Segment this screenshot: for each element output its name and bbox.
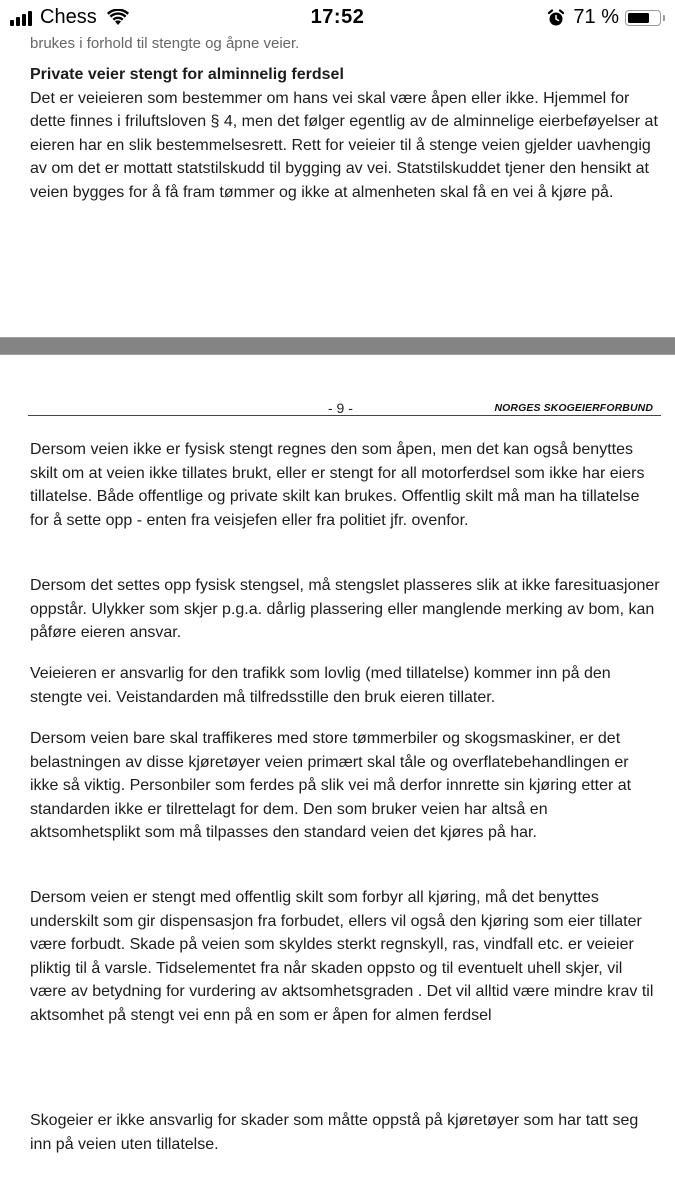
battery-tip bbox=[663, 15, 665, 21]
paragraph: Veieieren er ansvarlig for den trafikk som lovlig (med tillatelse) kommer inn på den stengte vei. Veistandarden må tilfredsstille den bruk eieren tillater. bbox=[30, 665, 611, 706]
status-bar bbox=[0, 0, 675, 34]
paragraph: Skogeier er ikke ansvarlig for skader som måtte oppstå på kjøretøyer som har tatt seg inn på veien uten tillatelse. bbox=[30, 1112, 639, 1153]
carrier-name: Chess bbox=[40, 6, 97, 28]
battery-icon bbox=[625, 10, 661, 26]
paragraph: Det er veieieren som bestemmer om hans vei skal være åpen eller ikke. Hjemmel for dette finnes i friluftsloven § 4, men det følger egentlig av de alminnelige eierbeføyelser at eieren har en slik bestemmelsesrett. Rett for veieier til å stenge veien gjelder uavhengig av om det er mottatt statstilskudd til bygging av vei. Statstilskuddet tjener den hensikt at veien bygges for å få fram tømmer og ikke at almenheten skal få en vei å kjøre på. bbox=[30, 89, 658, 201]
page-8-section bbox=[30, 63, 660, 204]
status-right bbox=[547, 6, 665, 29]
paragraph: Dersom det settes opp fysisk stengsel, må stengslet plasseres slik at ikke faresituasjoner oppstår. Ulykker som skjer p.g.a. dårlig plassering eller manglende merking av bom, kan påføre eieren ansvar. bbox=[30, 577, 660, 641]
paragraph-2 bbox=[30, 574, 660, 645]
section-heading: Private veier stengt for alminnelig ferdsel bbox=[30, 66, 344, 83]
battery-percentage: 71 % bbox=[573, 6, 619, 28]
paragraph: Dersom veien er stengt med offentlig skilt som forbyr all kjøring, må det benyttes underskilt som gir dispensasjon fra forbudet, ellers vil også den kjøring som eier tillater være forbudt. Skade på veien som skyldes sterkt regnskyll, ras, vindfall etc. er veieier pliktig til å varsle. Tidselementet fra når skaden oppsto og til eventuelt uhell skjer, vil være av betydning for vurdering av aktsomhetsgraden . Det vil alltid være mindre krav til aktsomhet på stengt vei enn på en som er åpen for almen ferdsel bbox=[30, 889, 654, 1024]
paragraph-3 bbox=[30, 662, 660, 709]
paragraph: Dersom veien bare skal traffikeres med store tømmerbiler og skogsmaskiner, er det belastningen av disse kjøretøyer veien primært skal tåle og overflatebehandlingen er ikke så viktig. Personbiler som ferdes på slik vei må derfor innrette sin kjøring etter at standarden ikke er tilrettelagt for dem. Den som bruker veien har altså en aktsomhetsplikt som må tilpasses den standard veien det kjøres på har. bbox=[30, 730, 632, 841]
alarm-icon bbox=[547, 9, 565, 27]
paragraph: Dersom veien ikke er fysisk stengt regnes den som åpen, men det kan også benyttes skilt om at veien ikke tillates brukt, eller er stengt for all motorferdsel som ikke har eiers tillatelse. Både offentlige og private skilt kan brukes. Offentlig skilt må man ha tillatelse for å sette opp - enten fra veisjefen eller fra politiet jfr. ovenfor. bbox=[30, 441, 645, 529]
paragraph-5 bbox=[30, 886, 660, 1027]
paragraph-1 bbox=[30, 438, 660, 532]
page-break-divider bbox=[0, 337, 675, 355]
page-number: - 9 - bbox=[328, 400, 353, 416]
page-header bbox=[28, 400, 661, 416]
organization-name: NORGES SKOGEIERFORBUND bbox=[494, 402, 653, 414]
battery-level-fill bbox=[628, 13, 649, 23]
clock: 17:52 bbox=[310, 6, 365, 28]
paragraph-4 bbox=[30, 727, 660, 845]
cut-off-text-line: brukes i forhold til stengte og åpne veier. bbox=[30, 35, 300, 52]
paragraph-6 bbox=[30, 1109, 660, 1156]
